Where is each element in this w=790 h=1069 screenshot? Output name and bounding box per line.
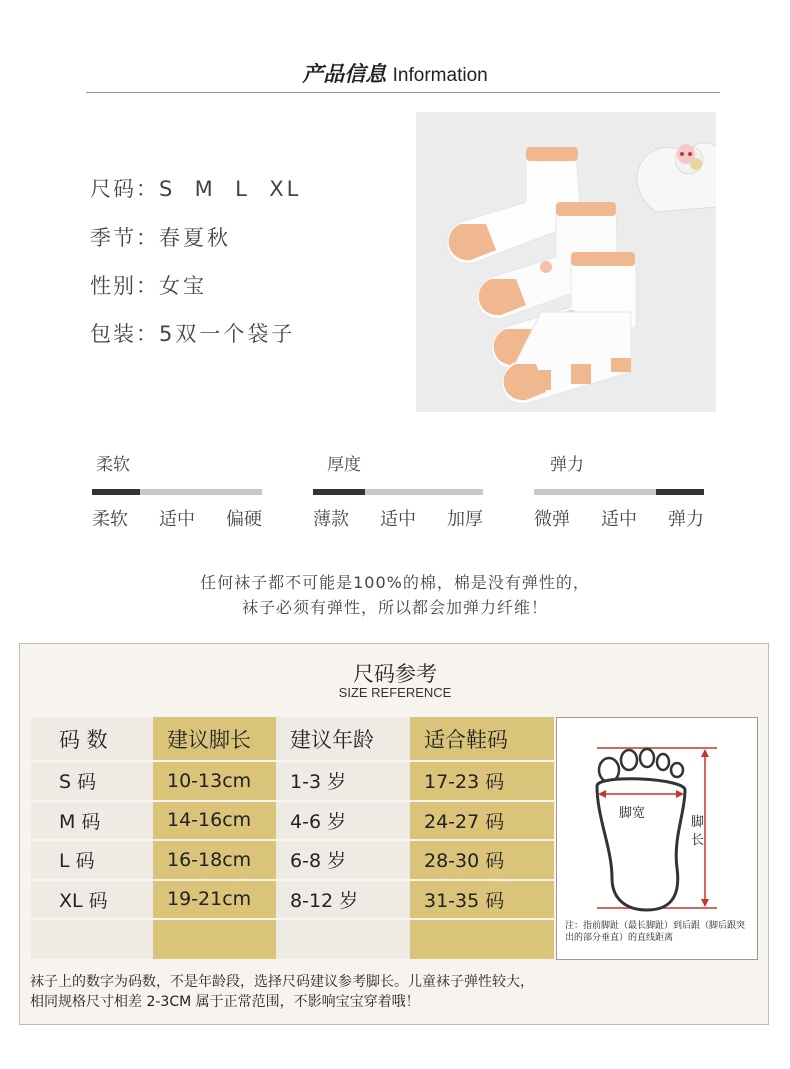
spec-season-label: 季节： [90,226,159,250]
foot-length-label-1: 脚 [691,815,705,830]
section-title [0,58,790,88]
thickness-option-3: 加厚 [447,509,483,530]
cell-foot-length [153,919,276,959]
softness-indicator [92,489,140,495]
cell-age: 8-12 岁 [276,880,410,920]
size-footer-line-2: 相同规格尺寸相差 2-3CM 属于正常范围，不影响宝宝穿着哦！ [30,994,420,1010]
foot-length-label-2: 长 [691,833,705,848]
header-age: 建议年龄 [276,717,410,761]
elasticity-scale [534,450,704,531]
size-table-header [31,717,554,761]
spec-size [90,173,301,203]
cell-age: 4-6 岁 [276,801,410,841]
thickness-indicator [313,489,365,495]
thickness-option-1: 薄款 [313,509,349,530]
elasticity-bar [534,489,704,495]
cell-shoe-size: 17-23 码 [410,761,554,801]
softness-scale [92,450,262,531]
elastic-note-line-2: 袜子必须有弹性，所以都会加弹力纤维！ [241,598,548,617]
spec-gender-value: 女宝 [159,274,207,298]
size-reference-panel [19,643,769,1025]
softness-option-1: 柔软 [92,509,128,530]
elasticity-option-1: 微弹 [534,509,570,530]
spec-size-value: S M L XL [159,177,302,201]
table-row [31,801,554,841]
softness-option-2: 适中 [159,509,195,530]
thickness-scale [313,450,483,531]
header-foot-length: 建议脚长 [153,717,276,761]
size-footer-line-1: 袜子上的数字为码数，不是年龄段，选择尺码建议参考脚长。儿童袜子弹性较大， [30,974,534,990]
section-title-zh: 产品信息 [302,62,387,86]
elasticity-title: 弹力 [550,455,584,475]
product-photo [416,112,716,412]
thickness-bar [313,489,483,495]
spec-season-value: 春夏秋 [159,226,231,250]
foot-outline-icon [557,718,757,918]
section-title-en: Information [392,65,488,86]
spec-packaging-label: 包装： [90,322,159,346]
cell-shoe-size: 24-27 码 [410,801,554,841]
elastic-note-line-1: 任何袜子都不可能是100%的棉，棉是没有弹性的， [200,573,590,592]
spec-packaging [90,318,295,348]
thickness-option-2: 适中 [380,509,416,530]
thickness-title: 厚度 [327,455,361,475]
cell-foot-length: 14-16cm [153,801,276,841]
cell-age [276,919,410,959]
cell-shoe-size: 28-30 码 [410,840,554,880]
table-row [31,761,554,801]
cell-age: 6-8 岁 [276,840,410,880]
softness-title: 柔软 [96,455,130,475]
softness-bar [92,489,262,495]
elasticity-indicator [656,489,704,495]
spec-gender [90,270,207,300]
cell-foot-length: 10-13cm [153,761,276,801]
foot-measure-note: 注：指前脚趾（最长脚趾）到后跟（脚后跟突出的部分垂直）的直线距离 [565,921,746,943]
foot-width-label: 脚宽 [619,806,646,821]
header-size: 码 数 [31,717,153,761]
foot-measure-diagram [556,717,758,960]
table-row [31,840,554,880]
title-divider [86,92,720,93]
cell-shoe-size [410,919,554,959]
elasticity-option-2: 适中 [601,509,637,530]
spec-season [90,222,231,252]
cell-size: S 码 [31,761,153,801]
elasticity-option-3: 弹力 [668,509,704,530]
header-shoe-size: 适合鞋码 [410,717,554,761]
size-reference-subtitle: SIZE REFERENCE [338,685,452,700]
cell-foot-length: 19-21cm [153,880,276,920]
softness-option-3: 偏硬 [226,509,262,530]
table-row [31,919,554,959]
spec-size-label: 尺码： [90,177,159,201]
cell-shoe-size: 31-35 码 [410,880,554,920]
spec-gender-label: 性别： [90,274,159,298]
cell-foot-length: 16-18cm [153,840,276,880]
cell-size: M 码 [31,801,153,841]
cell-size: L 码 [31,840,153,880]
cell-size [31,919,153,959]
size-table [31,717,554,959]
table-row [31,880,554,920]
spec-packaging-value: 5双一个袋子 [159,322,296,346]
cell-size: XL 码 [31,880,153,920]
cell-age: 1-3 岁 [276,761,410,801]
size-reference-title: 尺码参考 [353,662,437,686]
